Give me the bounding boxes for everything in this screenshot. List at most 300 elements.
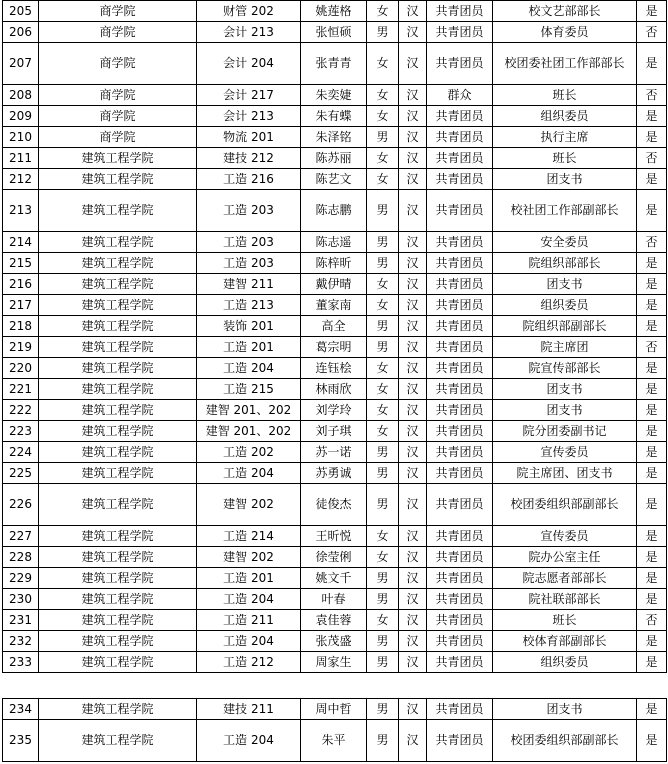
flag-cell: 否 bbox=[637, 232, 667, 253]
gender-cell: 女 bbox=[367, 526, 399, 547]
name-cell: 张茂盛 bbox=[301, 631, 367, 652]
ethnicity-cell: 汉 bbox=[399, 610, 427, 631]
political-status-cell: 共青团员 bbox=[427, 295, 493, 316]
gender-cell: 男 bbox=[367, 652, 399, 673]
table-row bbox=[3, 589, 667, 610]
number-cell: 209 bbox=[3, 106, 39, 127]
class-cell: 工造 203 bbox=[197, 190, 301, 232]
college-cell: 建筑工程学院 bbox=[39, 274, 197, 295]
number-cell: 224 bbox=[3, 442, 39, 463]
gender-cell: 男 bbox=[367, 253, 399, 274]
ethnicity-cell: 汉 bbox=[399, 148, 427, 169]
number-cell: 235 bbox=[3, 720, 39, 762]
class-cell: 工造 201 bbox=[197, 337, 301, 358]
ethnicity-cell: 汉 bbox=[399, 652, 427, 673]
class-cell: 会计 204 bbox=[197, 43, 301, 85]
class-cell: 工造 215 bbox=[197, 379, 301, 400]
political-status-cell: 共青团员 bbox=[427, 568, 493, 589]
flag-cell: 否 bbox=[637, 610, 667, 631]
gender-cell: 女 bbox=[367, 274, 399, 295]
name-cell: 陈苏丽 bbox=[301, 148, 367, 169]
gender-cell: 男 bbox=[367, 720, 399, 762]
college-cell: 建筑工程学院 bbox=[39, 699, 197, 720]
college-cell: 建筑工程学院 bbox=[39, 232, 197, 253]
class-cell: 工造 213 bbox=[197, 295, 301, 316]
name-cell: 陈志鹏 bbox=[301, 190, 367, 232]
table-row bbox=[3, 43, 667, 85]
gender-cell: 男 bbox=[367, 589, 399, 610]
position-cell: 校团委组织部副部长 bbox=[493, 484, 637, 526]
political-status-cell: 共青团员 bbox=[427, 316, 493, 337]
table-row bbox=[3, 253, 667, 274]
number-cell: 233 bbox=[3, 652, 39, 673]
flag-cell: 否 bbox=[637, 148, 667, 169]
political-status-cell: 共青团员 bbox=[427, 22, 493, 43]
class-cell: 建智 202 bbox=[197, 547, 301, 568]
college-cell: 建筑工程学院 bbox=[39, 400, 197, 421]
flag-cell: 是 bbox=[637, 652, 667, 673]
number-cell: 219 bbox=[3, 337, 39, 358]
college-cell: 建筑工程学院 bbox=[39, 547, 197, 568]
ethnicity-cell: 汉 bbox=[399, 358, 427, 379]
gender-cell: 男 bbox=[367, 232, 399, 253]
gender-cell: 女 bbox=[367, 85, 399, 106]
college-cell: 商学院 bbox=[39, 1, 197, 22]
class-cell: 工造 204 bbox=[197, 631, 301, 652]
position-cell: 班长 bbox=[493, 85, 637, 106]
ethnicity-cell: 汉 bbox=[399, 1, 427, 22]
position-cell: 组织委员 bbox=[493, 106, 637, 127]
college-cell: 建筑工程学院 bbox=[39, 358, 197, 379]
name-cell: 姚文千 bbox=[301, 568, 367, 589]
gender-cell: 男 bbox=[367, 337, 399, 358]
position-cell: 团支书 bbox=[493, 379, 637, 400]
flag-cell: 是 bbox=[637, 295, 667, 316]
flag-cell: 是 bbox=[637, 358, 667, 379]
college-cell: 建筑工程学院 bbox=[39, 253, 197, 274]
flag-cell: 是 bbox=[637, 127, 667, 148]
name-cell: 林雨欣 bbox=[301, 379, 367, 400]
class-cell: 建技 211 bbox=[197, 699, 301, 720]
flag-cell: 是 bbox=[637, 720, 667, 762]
college-cell: 商学院 bbox=[39, 127, 197, 148]
name-cell: 姚莲格 bbox=[301, 1, 367, 22]
ethnicity-cell: 汉 bbox=[399, 589, 427, 610]
class-cell: 建智 201、202 bbox=[197, 400, 301, 421]
name-cell: 董家南 bbox=[301, 295, 367, 316]
political-status-cell: 共青团员 bbox=[427, 1, 493, 22]
table-row bbox=[3, 358, 667, 379]
number-cell: 206 bbox=[3, 22, 39, 43]
political-status-cell: 共青团员 bbox=[427, 43, 493, 85]
table-row bbox=[3, 568, 667, 589]
class-cell: 工造 203 bbox=[197, 253, 301, 274]
political-status-cell: 共青团员 bbox=[427, 379, 493, 400]
college-cell: 建筑工程学院 bbox=[39, 295, 197, 316]
roster-table-continued-body bbox=[3, 699, 667, 762]
class-cell: 工造 204 bbox=[197, 720, 301, 762]
table-row bbox=[3, 232, 667, 253]
gender-cell: 女 bbox=[367, 43, 399, 85]
flag-cell: 是 bbox=[637, 421, 667, 442]
class-cell: 建智 211 bbox=[197, 274, 301, 295]
college-cell: 建筑工程学院 bbox=[39, 379, 197, 400]
table-row bbox=[3, 720, 667, 762]
college-cell: 建筑工程学院 bbox=[39, 316, 197, 337]
name-cell: 叶春 bbox=[301, 589, 367, 610]
roster-table bbox=[2, 0, 667, 673]
class-cell: 工造 204 bbox=[197, 358, 301, 379]
political-status-cell: 群众 bbox=[427, 85, 493, 106]
name-cell: 朱泽铭 bbox=[301, 127, 367, 148]
flag-cell: 是 bbox=[637, 442, 667, 463]
flag-cell: 是 bbox=[637, 190, 667, 232]
flag-cell: 是 bbox=[637, 631, 667, 652]
class-cell: 工造 211 bbox=[197, 610, 301, 631]
number-cell: 231 bbox=[3, 610, 39, 631]
position-cell: 院志愿者部部长 bbox=[493, 568, 637, 589]
gender-cell: 男 bbox=[367, 463, 399, 484]
table-row bbox=[3, 631, 667, 652]
flag-cell: 否 bbox=[637, 337, 667, 358]
name-cell: 刘学玲 bbox=[301, 400, 367, 421]
ethnicity-cell: 汉 bbox=[399, 400, 427, 421]
flag-cell: 是 bbox=[637, 463, 667, 484]
political-status-cell: 共青团员 bbox=[427, 127, 493, 148]
gender-cell: 男 bbox=[367, 190, 399, 232]
number-cell: 216 bbox=[3, 274, 39, 295]
gender-cell: 女 bbox=[367, 295, 399, 316]
political-status-cell: 共青团员 bbox=[427, 720, 493, 762]
college-cell: 商学院 bbox=[39, 85, 197, 106]
table-row bbox=[3, 295, 667, 316]
number-cell: 212 bbox=[3, 169, 39, 190]
ethnicity-cell: 汉 bbox=[399, 463, 427, 484]
name-cell: 朱奕婕 bbox=[301, 85, 367, 106]
political-status-cell: 共青团员 bbox=[427, 169, 493, 190]
name-cell: 陈梓昕 bbox=[301, 253, 367, 274]
table-row bbox=[3, 274, 667, 295]
college-cell: 建筑工程学院 bbox=[39, 610, 197, 631]
position-cell: 校体育部副部长 bbox=[493, 631, 637, 652]
page-break-gap bbox=[0, 687, 668, 698]
name-cell: 张青青 bbox=[301, 43, 367, 85]
political-status-cell: 共青团员 bbox=[427, 442, 493, 463]
ethnicity-cell: 汉 bbox=[399, 43, 427, 85]
flag-cell: 否 bbox=[637, 85, 667, 106]
college-cell: 商学院 bbox=[39, 43, 197, 85]
table-row bbox=[3, 169, 667, 190]
college-cell: 建筑工程学院 bbox=[39, 148, 197, 169]
ethnicity-cell: 汉 bbox=[399, 631, 427, 652]
position-cell: 班长 bbox=[493, 610, 637, 631]
gender-cell: 女 bbox=[367, 358, 399, 379]
position-cell: 院主席团 bbox=[493, 337, 637, 358]
ethnicity-cell: 汉 bbox=[399, 127, 427, 148]
class-cell: 物流 201 bbox=[197, 127, 301, 148]
position-cell: 院宣传部部长 bbox=[493, 358, 637, 379]
college-cell: 建筑工程学院 bbox=[39, 589, 197, 610]
name-cell: 连钰桧 bbox=[301, 358, 367, 379]
position-cell: 团支书 bbox=[493, 699, 637, 720]
name-cell: 苏勇诚 bbox=[301, 463, 367, 484]
name-cell: 朱平 bbox=[301, 720, 367, 762]
ethnicity-cell: 汉 bbox=[399, 253, 427, 274]
position-cell: 团支书 bbox=[493, 400, 637, 421]
political-status-cell: 共青团员 bbox=[427, 699, 493, 720]
flag-cell: 是 bbox=[637, 106, 667, 127]
college-cell: 建筑工程学院 bbox=[39, 421, 197, 442]
number-cell: 230 bbox=[3, 589, 39, 610]
ethnicity-cell: 汉 bbox=[399, 484, 427, 526]
name-cell: 张恒硕 bbox=[301, 22, 367, 43]
position-cell: 执行主席 bbox=[493, 127, 637, 148]
position-cell: 宣传委员 bbox=[493, 442, 637, 463]
ethnicity-cell: 汉 bbox=[399, 106, 427, 127]
class-cell: 建智 202 bbox=[197, 484, 301, 526]
number-cell: 213 bbox=[3, 190, 39, 232]
political-status-cell: 共青团员 bbox=[427, 358, 493, 379]
flag-cell: 是 bbox=[637, 400, 667, 421]
number-cell: 225 bbox=[3, 463, 39, 484]
ethnicity-cell: 汉 bbox=[399, 526, 427, 547]
college-cell: 建筑工程学院 bbox=[39, 631, 197, 652]
name-cell: 周家生 bbox=[301, 652, 367, 673]
number-cell: 218 bbox=[3, 316, 39, 337]
class-cell: 工造 216 bbox=[197, 169, 301, 190]
number-cell: 229 bbox=[3, 568, 39, 589]
ethnicity-cell: 汉 bbox=[399, 295, 427, 316]
number-cell: 223 bbox=[3, 421, 39, 442]
number-cell: 234 bbox=[3, 699, 39, 720]
number-cell: 222 bbox=[3, 400, 39, 421]
position-cell: 院主席团、团支书 bbox=[493, 463, 637, 484]
class-cell: 工造 204 bbox=[197, 589, 301, 610]
flag-cell: 是 bbox=[637, 589, 667, 610]
ethnicity-cell: 汉 bbox=[399, 442, 427, 463]
political-status-cell: 共青团员 bbox=[427, 148, 493, 169]
table-row bbox=[3, 463, 667, 484]
position-cell: 院组织部副部长 bbox=[493, 316, 637, 337]
class-cell: 工造 201 bbox=[197, 568, 301, 589]
flag-cell: 是 bbox=[637, 379, 667, 400]
ethnicity-cell: 汉 bbox=[399, 274, 427, 295]
number-cell: 220 bbox=[3, 358, 39, 379]
class-cell: 工造 214 bbox=[197, 526, 301, 547]
position-cell: 班长 bbox=[493, 148, 637, 169]
political-status-cell: 共青团员 bbox=[427, 337, 493, 358]
name-cell: 徒俊杰 bbox=[301, 484, 367, 526]
number-cell: 215 bbox=[3, 253, 39, 274]
college-cell: 建筑工程学院 bbox=[39, 652, 197, 673]
position-cell: 团支书 bbox=[493, 274, 637, 295]
number-cell: 228 bbox=[3, 547, 39, 568]
college-cell: 建筑工程学院 bbox=[39, 526, 197, 547]
ethnicity-cell: 汉 bbox=[399, 379, 427, 400]
gender-cell: 男 bbox=[367, 699, 399, 720]
political-status-cell: 共青团员 bbox=[427, 484, 493, 526]
position-cell: 组织委员 bbox=[493, 295, 637, 316]
class-cell: 工造 203 bbox=[197, 232, 301, 253]
college-cell: 建筑工程学院 bbox=[39, 190, 197, 232]
name-cell: 苏一诺 bbox=[301, 442, 367, 463]
ethnicity-cell: 汉 bbox=[399, 720, 427, 762]
position-cell: 团支书 bbox=[493, 169, 637, 190]
class-cell: 财管 202 bbox=[197, 1, 301, 22]
number-cell: 208 bbox=[3, 85, 39, 106]
number-cell: 221 bbox=[3, 379, 39, 400]
college-cell: 商学院 bbox=[39, 22, 197, 43]
flag-cell: 是 bbox=[637, 316, 667, 337]
college-cell: 建筑工程学院 bbox=[39, 442, 197, 463]
table-row bbox=[3, 526, 667, 547]
roster-table-body bbox=[3, 1, 667, 673]
gender-cell: 男 bbox=[367, 22, 399, 43]
political-status-cell: 共青团员 bbox=[427, 190, 493, 232]
class-cell: 会计 213 bbox=[197, 106, 301, 127]
class-cell: 工造 202 bbox=[197, 442, 301, 463]
college-cell: 建筑工程学院 bbox=[39, 463, 197, 484]
name-cell: 刘子琪 bbox=[301, 421, 367, 442]
gender-cell: 女 bbox=[367, 421, 399, 442]
flag-cell: 是 bbox=[637, 699, 667, 720]
table-row bbox=[3, 442, 667, 463]
name-cell: 葛宗明 bbox=[301, 337, 367, 358]
name-cell: 陈志遥 bbox=[301, 232, 367, 253]
gender-cell: 男 bbox=[367, 631, 399, 652]
flag-cell: 是 bbox=[637, 43, 667, 85]
college-cell: 建筑工程学院 bbox=[39, 720, 197, 762]
gender-cell: 男 bbox=[367, 568, 399, 589]
class-cell: 工造 204 bbox=[197, 463, 301, 484]
number-cell: 207 bbox=[3, 43, 39, 85]
table-row bbox=[3, 22, 667, 43]
college-cell: 建筑工程学院 bbox=[39, 568, 197, 589]
number-cell: 210 bbox=[3, 127, 39, 148]
college-cell: 商学院 bbox=[39, 106, 197, 127]
name-cell: 戴伊晴 bbox=[301, 274, 367, 295]
ethnicity-cell: 汉 bbox=[399, 699, 427, 720]
ethnicity-cell: 汉 bbox=[399, 85, 427, 106]
roster-table-continued bbox=[2, 698, 667, 762]
flag-cell: 是 bbox=[637, 484, 667, 526]
class-cell: 装饰 201 bbox=[197, 316, 301, 337]
position-cell: 院分团委副书记 bbox=[493, 421, 637, 442]
table-row bbox=[3, 400, 667, 421]
ethnicity-cell: 汉 bbox=[399, 337, 427, 358]
table-row bbox=[3, 379, 667, 400]
number-cell: 205 bbox=[3, 1, 39, 22]
number-cell: 226 bbox=[3, 484, 39, 526]
name-cell: 朱有蝶 bbox=[301, 106, 367, 127]
flag-cell: 否 bbox=[637, 22, 667, 43]
gender-cell: 女 bbox=[367, 379, 399, 400]
name-cell: 王昕悦 bbox=[301, 526, 367, 547]
position-cell: 宣传委员 bbox=[493, 526, 637, 547]
table-row bbox=[3, 610, 667, 631]
position-cell: 校团委社团工作部部长 bbox=[493, 43, 637, 85]
name-cell: 袁佳蓉 bbox=[301, 610, 367, 631]
table-row bbox=[3, 148, 667, 169]
class-cell: 建智 201、202 bbox=[197, 421, 301, 442]
table-row bbox=[3, 1, 667, 22]
political-status-cell: 共青团员 bbox=[427, 547, 493, 568]
table-row bbox=[3, 421, 667, 442]
table-row bbox=[3, 547, 667, 568]
college-cell: 建筑工程学院 bbox=[39, 169, 197, 190]
position-cell: 体育委员 bbox=[493, 22, 637, 43]
political-status-cell: 共青团员 bbox=[427, 463, 493, 484]
gender-cell: 男 bbox=[367, 127, 399, 148]
political-status-cell: 共青团员 bbox=[427, 589, 493, 610]
ethnicity-cell: 汉 bbox=[399, 190, 427, 232]
ethnicity-cell: 汉 bbox=[399, 421, 427, 442]
position-cell: 院社联部部长 bbox=[493, 589, 637, 610]
gender-cell: 女 bbox=[367, 400, 399, 421]
flag-cell: 是 bbox=[637, 526, 667, 547]
college-cell: 建筑工程学院 bbox=[39, 484, 197, 526]
position-cell: 校团委组织部副部长 bbox=[493, 720, 637, 762]
table-row bbox=[3, 484, 667, 526]
table-row bbox=[3, 652, 667, 673]
flag-cell: 是 bbox=[637, 169, 667, 190]
name-cell: 陈艺文 bbox=[301, 169, 367, 190]
name-cell: 高全 bbox=[301, 316, 367, 337]
position-cell: 院办公室主任 bbox=[493, 547, 637, 568]
table-row bbox=[3, 127, 667, 148]
ethnicity-cell: 汉 bbox=[399, 568, 427, 589]
name-cell: 周中哲 bbox=[301, 699, 367, 720]
political-status-cell: 共青团员 bbox=[427, 253, 493, 274]
class-cell: 会计 213 bbox=[197, 22, 301, 43]
name-cell: 徐莹俐 bbox=[301, 547, 367, 568]
position-cell: 院组织部部长 bbox=[493, 253, 637, 274]
college-cell: 建筑工程学院 bbox=[39, 337, 197, 358]
ethnicity-cell: 汉 bbox=[399, 169, 427, 190]
number-cell: 227 bbox=[3, 526, 39, 547]
gender-cell: 女 bbox=[367, 148, 399, 169]
political-status-cell: 共青团员 bbox=[427, 400, 493, 421]
table-row bbox=[3, 85, 667, 106]
table-row bbox=[3, 699, 667, 720]
political-status-cell: 共青团员 bbox=[427, 106, 493, 127]
position-cell: 校社团工作部副部长 bbox=[493, 190, 637, 232]
table-row bbox=[3, 337, 667, 358]
gender-cell: 女 bbox=[367, 169, 399, 190]
class-cell: 会计 217 bbox=[197, 85, 301, 106]
number-cell: 211 bbox=[3, 148, 39, 169]
political-status-cell: 共青团员 bbox=[427, 652, 493, 673]
table-row bbox=[3, 190, 667, 232]
flag-cell: 是 bbox=[637, 547, 667, 568]
gender-cell: 女 bbox=[367, 610, 399, 631]
position-cell: 安全委员 bbox=[493, 232, 637, 253]
ethnicity-cell: 汉 bbox=[399, 232, 427, 253]
gender-cell: 男 bbox=[367, 442, 399, 463]
number-cell: 232 bbox=[3, 631, 39, 652]
gender-cell: 女 bbox=[367, 106, 399, 127]
political-status-cell: 共青团员 bbox=[427, 610, 493, 631]
number-cell: 217 bbox=[3, 295, 39, 316]
political-status-cell: 共青团员 bbox=[427, 631, 493, 652]
gender-cell: 女 bbox=[367, 547, 399, 568]
flag-cell: 是 bbox=[637, 1, 667, 22]
number-cell: 214 bbox=[3, 232, 39, 253]
political-status-cell: 共青团员 bbox=[427, 421, 493, 442]
political-status-cell: 共青团员 bbox=[427, 274, 493, 295]
class-cell: 建技 212 bbox=[197, 148, 301, 169]
flag-cell: 是 bbox=[637, 274, 667, 295]
